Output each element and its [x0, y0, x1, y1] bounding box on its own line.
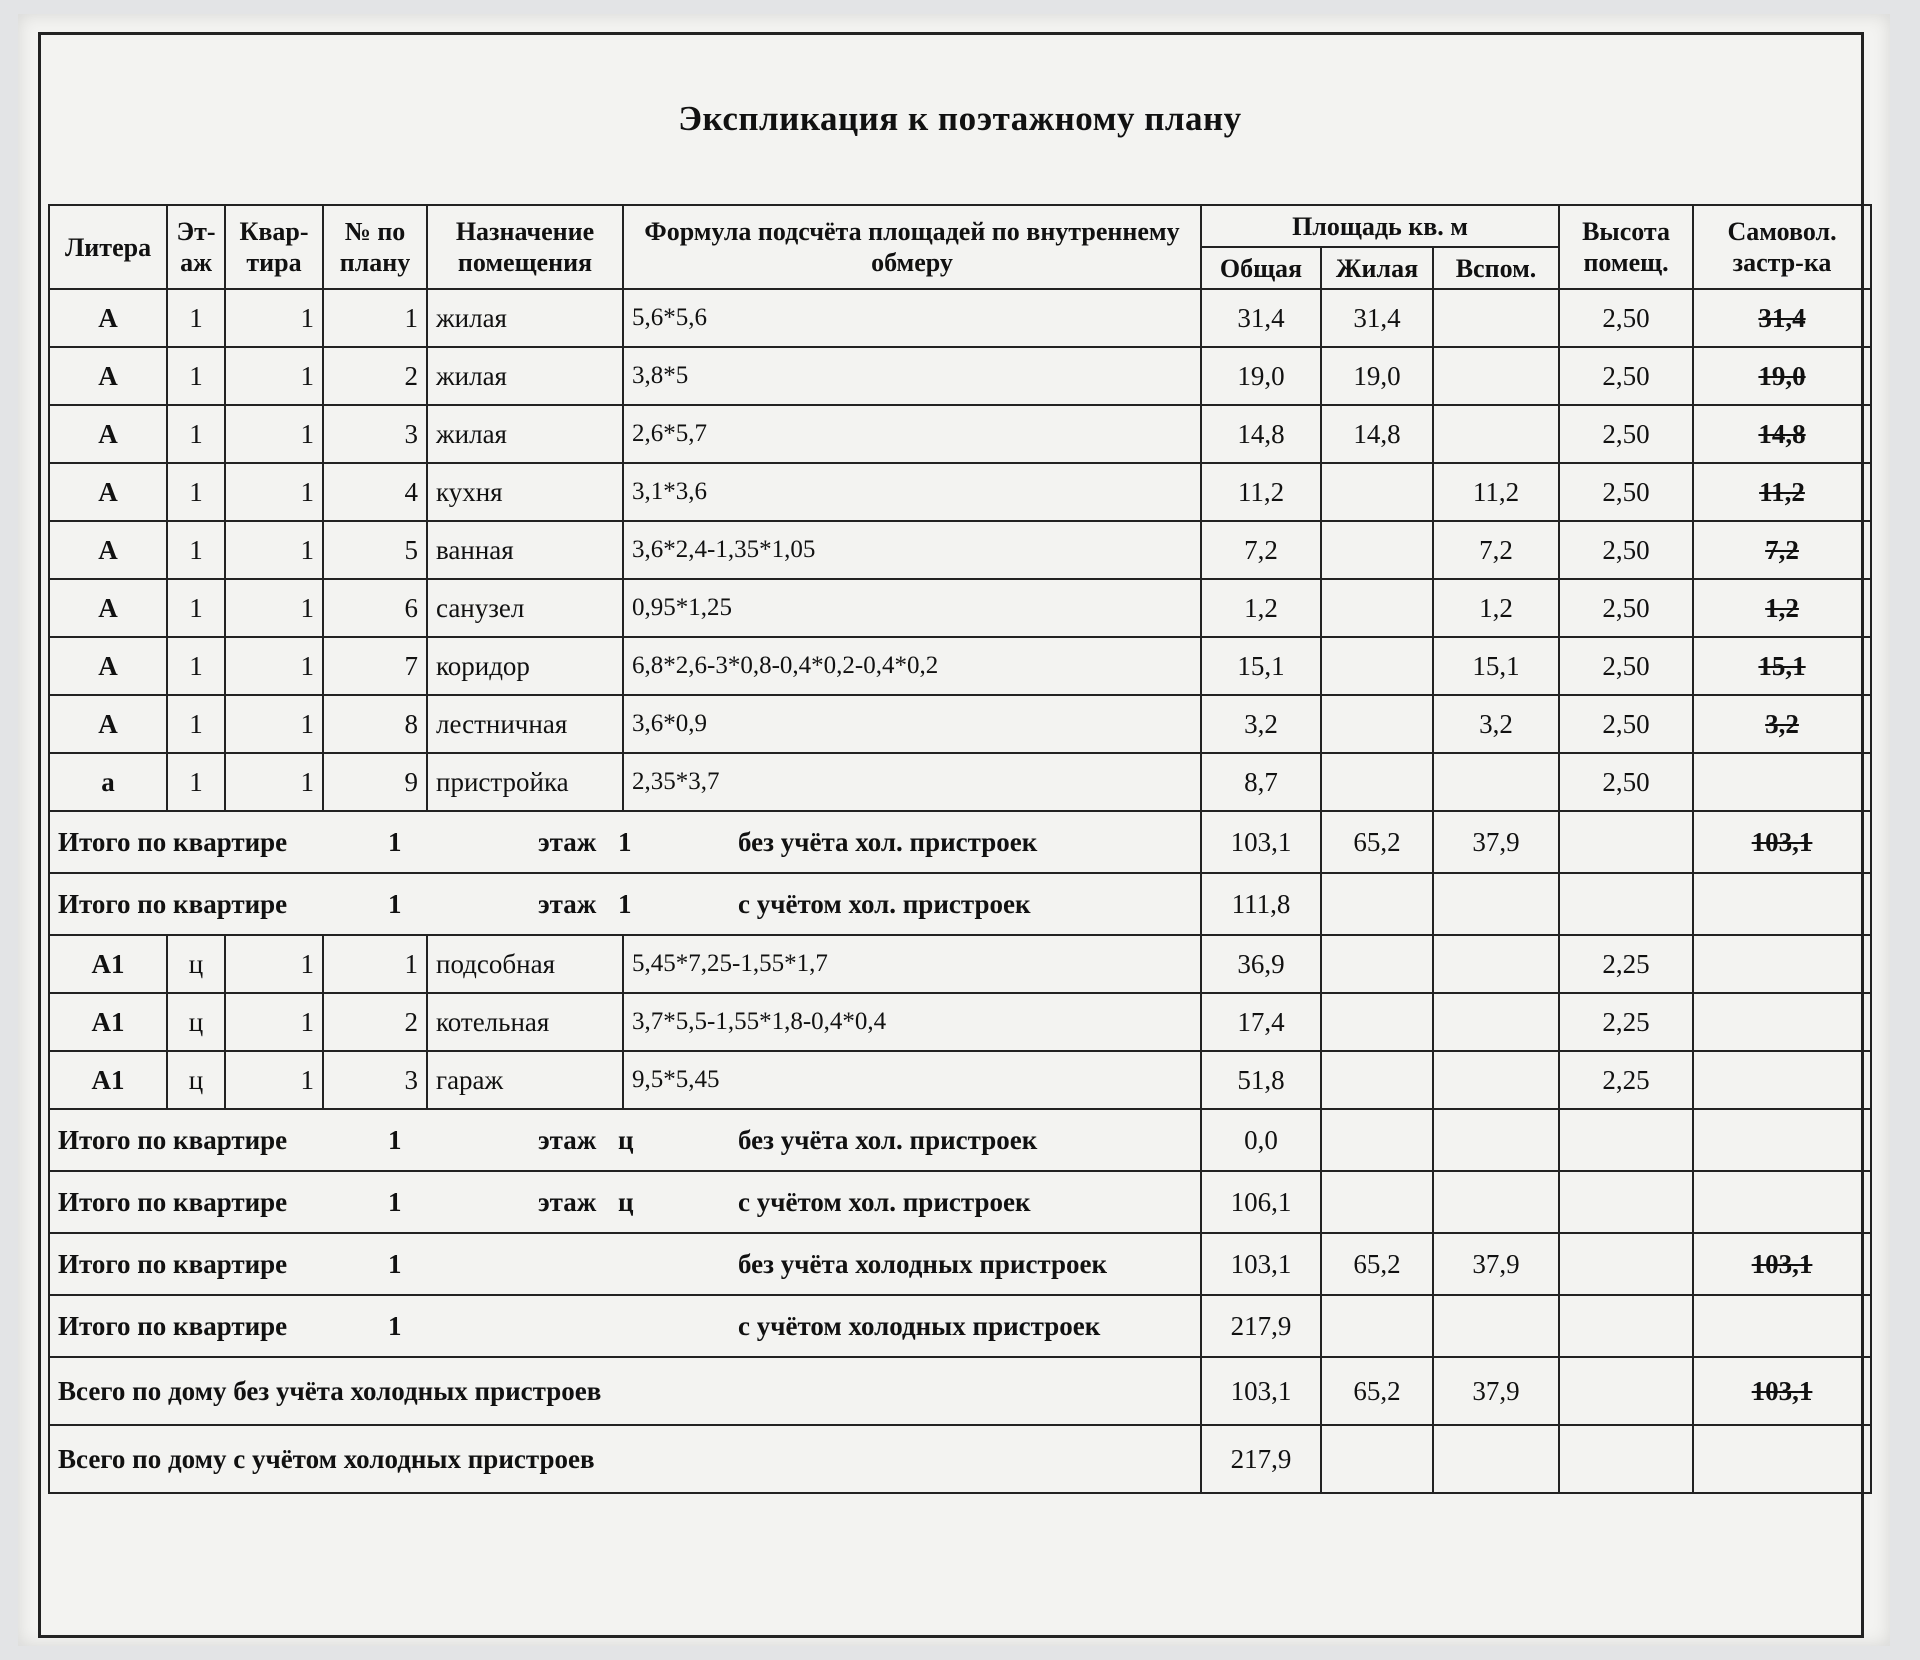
etazh-cell: 1: [167, 463, 225, 521]
house-total-living-cell: [1321, 1425, 1433, 1493]
area-aux-cell: 1,2: [1433, 579, 1559, 637]
table-row: [49, 579, 1871, 637]
area-aux-cell: [1433, 753, 1559, 811]
formula-cell: 2,35*3,7: [623, 753, 1201, 811]
formula-cell: 5,45*7,25-1,55*1,7: [623, 935, 1201, 993]
area-aux-cell: [1433, 347, 1559, 405]
total-row: [49, 811, 1871, 873]
litera-cell: А1: [49, 935, 167, 993]
total-floor-number: ц: [618, 1124, 634, 1155]
area-aux-cell: 15,1: [1433, 637, 1559, 695]
header-obshchaya: Общая: [1201, 247, 1321, 289]
total-floor-number: 1: [618, 826, 632, 857]
area-total-cell: 15,1: [1201, 637, 1321, 695]
total-unauthorized-cell: 103,1: [1693, 1233, 1871, 1295]
formula-cell: 3,6*2,4-1,35*1,05: [623, 521, 1201, 579]
area-living-cell: [1321, 521, 1433, 579]
total-area-cell: 106,1: [1201, 1171, 1321, 1233]
kvartira-cell: 1: [225, 289, 323, 347]
total-apartment-number: 1: [388, 1124, 402, 1155]
total-aux-cell: 37,9: [1433, 1233, 1559, 1295]
etazh-cell: 1: [167, 695, 225, 753]
total-apartment-number: 1: [388, 888, 402, 919]
table-row: [49, 347, 1871, 405]
total-living-cell: [1321, 1109, 1433, 1171]
total-area-cell: 111,8: [1201, 873, 1321, 935]
height-cell: 2,25: [1559, 993, 1693, 1051]
house-total-unauthorized-cell: [1693, 1425, 1871, 1493]
total-living-cell: [1321, 873, 1433, 935]
house-total-aux-cell: [1433, 1425, 1559, 1493]
kvartira-cell: 1: [225, 695, 323, 753]
area-aux-cell: [1433, 289, 1559, 347]
total-apartment-number: 1: [388, 826, 402, 857]
kvartira-cell: 1: [225, 637, 323, 695]
etazh-cell: 1: [167, 405, 225, 463]
total-area-cell: 0,0: [1201, 1109, 1321, 1171]
house-total-aux-cell: 37,9: [1433, 1357, 1559, 1425]
room-name-cell: кухня: [427, 463, 623, 521]
height-cell: 2,50: [1559, 695, 1693, 753]
table-row: [49, 289, 1871, 347]
unauthorized-area-cell: 31,4: [1693, 289, 1871, 347]
etazh-cell: 1: [167, 289, 225, 347]
formula-cell: 6,8*2,6-3*0,8-0,4*0,2-0,4*0,2: [623, 637, 1201, 695]
header-etazh: Эт-аж: [167, 205, 225, 289]
total-height-cell: [1559, 811, 1693, 873]
height-cell: 2,50: [1559, 289, 1693, 347]
house-total-row: [49, 1425, 1871, 1493]
header-vspom: Вспом.: [1433, 247, 1559, 289]
header-ploshchad: Площадь кв. м: [1201, 205, 1559, 247]
room-name-cell: пристройка: [427, 753, 623, 811]
total-height-cell: [1559, 1233, 1693, 1295]
total-unauthorized-cell: [1693, 873, 1871, 935]
house-total-height-cell: [1559, 1425, 1693, 1493]
area-total-cell: 1,2: [1201, 579, 1321, 637]
room-name-cell: жилая: [427, 405, 623, 463]
litera-cell: А1: [49, 993, 167, 1051]
litera-cell: а: [49, 753, 167, 811]
total-height-cell: [1559, 1295, 1693, 1357]
total-label-text: Итого по квартире: [58, 1248, 288, 1279]
area-living-cell: 14,8: [1321, 405, 1433, 463]
formula-cell: 2,6*5,7: [623, 405, 1201, 463]
total-unauthorized-cell: [1693, 1109, 1871, 1171]
total-unauthorized-cell: 103,1: [1693, 811, 1871, 873]
unauthorized-area-cell: [1693, 1051, 1871, 1109]
total-row: [49, 1109, 1871, 1171]
litera-cell: А: [49, 289, 167, 347]
header-naznachenie: Назначение помещения: [427, 205, 623, 289]
litera-cell: А: [49, 521, 167, 579]
etazh-cell: 1: [167, 579, 225, 637]
height-cell: 2,50: [1559, 637, 1693, 695]
total-label-text: Итого по квартире: [58, 1124, 288, 1155]
total-apartment-number: 1: [388, 1186, 402, 1217]
unauthorized-area-cell: [1693, 935, 1871, 993]
height-cell: 2,50: [1559, 405, 1693, 463]
total-aux-cell: [1433, 1171, 1559, 1233]
total-aux-cell: [1433, 1295, 1559, 1357]
total-area-cell: 103,1: [1201, 1233, 1321, 1295]
total-floor-number: 1: [618, 888, 632, 919]
kvartira-cell: 1: [225, 347, 323, 405]
area-living-cell: [1321, 579, 1433, 637]
header-kvartira: Квар-тира: [225, 205, 323, 289]
formula-cell: 3,6*0,9: [623, 695, 1201, 753]
total-row: [49, 1171, 1871, 1233]
total-living-cell: 65,2: [1321, 1233, 1433, 1295]
room-number-cell: 1: [323, 289, 427, 347]
formula-cell: 3,1*3,6: [623, 463, 1201, 521]
area-total-cell: 51,8: [1201, 1051, 1321, 1109]
area-total-cell: 31,4: [1201, 289, 1321, 347]
total-description: с учётом хол. пристроек: [738, 888, 1031, 919]
explication-table: [48, 204, 1872, 1494]
table-row: [49, 935, 1871, 993]
etazh-cell: ц: [167, 993, 225, 1051]
height-cell: 2,50: [1559, 463, 1693, 521]
header-litera: Литера: [49, 205, 167, 289]
area-living-cell: [1321, 695, 1433, 753]
litera-cell: А: [49, 695, 167, 753]
unauthorized-area-cell: 3,2: [1693, 695, 1871, 753]
room-number-cell: 1: [323, 935, 427, 993]
house-total-unauthorized-cell: 103,1: [1693, 1357, 1871, 1425]
total-label-cell: [49, 1109, 1201, 1171]
unauthorized-area-cell: 7,2: [1693, 521, 1871, 579]
table-header-row: [49, 205, 1871, 247]
house-total-label: Всего по дому с учётом холодных пристроев: [49, 1425, 1201, 1493]
formula-cell: 3,7*5,5-1,55*1,8-0,4*0,4: [623, 993, 1201, 1051]
room-name-cell: гараж: [427, 1051, 623, 1109]
total-aux-cell: 37,9: [1433, 811, 1559, 873]
room-number-cell: 7: [323, 637, 427, 695]
table-row: [49, 993, 1871, 1051]
room-number-cell: 2: [323, 347, 427, 405]
formula-cell: 9,5*5,45: [623, 1051, 1201, 1109]
room-number-cell: 6: [323, 579, 427, 637]
room-number-cell: 3: [323, 405, 427, 463]
header-samovol: Самовол. застр-ка: [1693, 205, 1871, 289]
header-formula: Формула подсчёта площадей по внутреннему обмеру: [623, 205, 1201, 289]
table-body: [49, 289, 1871, 1493]
area-living-cell: [1321, 463, 1433, 521]
total-aux-cell: [1433, 1109, 1559, 1171]
area-aux-cell: [1433, 993, 1559, 1051]
litera-cell: А: [49, 405, 167, 463]
room-name-cell: лестничная: [427, 695, 623, 753]
house-total-living-cell: 65,2: [1321, 1357, 1433, 1425]
kvartira-cell: 1: [225, 521, 323, 579]
total-floor-word: этаж: [538, 826, 597, 857]
litera-cell: А: [49, 463, 167, 521]
total-unauthorized-cell: [1693, 1171, 1871, 1233]
total-apartment-number: 1: [388, 1310, 402, 1341]
total-apartment-number: 1: [388, 1248, 402, 1279]
etazh-cell: ц: [167, 935, 225, 993]
etazh-cell: 1: [167, 521, 225, 579]
area-aux-cell: 3,2: [1433, 695, 1559, 753]
total-label-text: Итого по квартире: [58, 888, 288, 919]
unauthorized-area-cell: 1,2: [1693, 579, 1871, 637]
area-total-cell: 19,0: [1201, 347, 1321, 405]
header-no-po-planu: № по плану: [323, 205, 427, 289]
etazh-cell: 1: [167, 753, 225, 811]
total-label-text: Итого по квартире: [58, 826, 288, 857]
litera-cell: А: [49, 347, 167, 405]
room-number-cell: 4: [323, 463, 427, 521]
total-floor-word: этаж: [538, 1186, 597, 1217]
area-aux-cell: 11,2: [1433, 463, 1559, 521]
document-title: Экспликация к поэтажному плану: [678, 99, 1242, 138]
total-aux-cell: [1433, 873, 1559, 935]
room-number-cell: 9: [323, 753, 427, 811]
table-row: [49, 405, 1871, 463]
unauthorized-area-cell: [1693, 753, 1871, 811]
total-height-cell: [1559, 873, 1693, 935]
total-height-cell: [1559, 1171, 1693, 1233]
total-label-text: Итого по квартире: [58, 1186, 288, 1217]
total-row: [49, 873, 1871, 935]
total-floor-word: этаж: [538, 1124, 597, 1155]
kvartira-cell: 1: [225, 1051, 323, 1109]
total-living-cell: 65,2: [1321, 811, 1433, 873]
kvartira-cell: 1: [225, 579, 323, 637]
room-number-cell: 5: [323, 521, 427, 579]
unauthorized-area-cell: 19,0: [1693, 347, 1871, 405]
total-description: без учёта хол. пристроек: [738, 1124, 1038, 1155]
document-sheet: [18, 14, 1890, 1646]
unauthorized-area-cell: 11,2: [1693, 463, 1871, 521]
etazh-cell: 1: [167, 347, 225, 405]
total-unauthorized-cell: [1693, 1295, 1871, 1357]
unauthorized-area-cell: [1693, 993, 1871, 1051]
height-cell: 2,50: [1559, 579, 1693, 637]
formula-cell: 5,6*5,6: [623, 289, 1201, 347]
total-description: с учётом холодных пристроек: [738, 1310, 1101, 1341]
area-living-cell: [1321, 993, 1433, 1051]
area-living-cell: 19,0: [1321, 347, 1433, 405]
table-row: [49, 463, 1871, 521]
area-total-cell: 14,8: [1201, 405, 1321, 463]
area-living-cell: 31,4: [1321, 289, 1433, 347]
total-label-cell: [49, 1295, 1201, 1357]
room-number-cell: 2: [323, 993, 427, 1051]
room-name-cell: жилая: [427, 289, 623, 347]
etazh-cell: ц: [167, 1051, 225, 1109]
room-number-cell: 8: [323, 695, 427, 753]
house-total-height-cell: [1559, 1357, 1693, 1425]
area-aux-cell: 7,2: [1433, 521, 1559, 579]
house-total-area-cell: 217,9: [1201, 1425, 1321, 1493]
formula-cell: 3,8*5: [623, 347, 1201, 405]
kvartira-cell: 1: [225, 405, 323, 463]
room-name-cell: подсобная: [427, 935, 623, 993]
area-aux-cell: [1433, 405, 1559, 463]
height-cell: 2,50: [1559, 521, 1693, 579]
area-living-cell: [1321, 935, 1433, 993]
total-living-cell: [1321, 1171, 1433, 1233]
kvartira-cell: 1: [225, 463, 323, 521]
area-living-cell: [1321, 753, 1433, 811]
room-name-cell: коридор: [427, 637, 623, 695]
area-total-cell: 7,2: [1201, 521, 1321, 579]
table-row: [49, 637, 1871, 695]
total-living-cell: [1321, 1295, 1433, 1357]
house-total-area-cell: 103,1: [1201, 1357, 1321, 1425]
area-total-cell: 36,9: [1201, 935, 1321, 993]
height-cell: 2,50: [1559, 753, 1693, 811]
total-label-cell: [49, 1171, 1201, 1233]
room-name-cell: санузел: [427, 579, 623, 637]
kvartira-cell: 1: [225, 935, 323, 993]
room-name-cell: ванная: [427, 521, 623, 579]
total-description: с учётом хол. пристроек: [738, 1186, 1031, 1217]
area-living-cell: [1321, 637, 1433, 695]
litera-cell: А1: [49, 1051, 167, 1109]
total-row: [49, 1295, 1871, 1357]
room-name-cell: жилая: [427, 347, 623, 405]
litera-cell: А: [49, 579, 167, 637]
header-vysota: Высота помещ.: [1559, 205, 1693, 289]
area-aux-cell: [1433, 1051, 1559, 1109]
kvartira-cell: 1: [225, 753, 323, 811]
area-living-cell: [1321, 1051, 1433, 1109]
house-total-row: [49, 1357, 1871, 1425]
total-label-text: Итого по квартире: [58, 1310, 288, 1341]
kvartira-cell: 1: [225, 993, 323, 1051]
area-total-cell: 3,2: [1201, 695, 1321, 753]
height-cell: 2,50: [1559, 347, 1693, 405]
area-total-cell: 17,4: [1201, 993, 1321, 1051]
area-total-cell: 11,2: [1201, 463, 1321, 521]
room-number-cell: 3: [323, 1051, 427, 1109]
total-floor-word: этаж: [538, 888, 597, 919]
table-row: [49, 521, 1871, 579]
header-zhilaya: Жилая: [1321, 247, 1433, 289]
total-row: [49, 1233, 1871, 1295]
total-area-cell: 103,1: [1201, 811, 1321, 873]
etazh-cell: 1: [167, 637, 225, 695]
total-label-cell: [49, 811, 1201, 873]
unauthorized-area-cell: 15,1: [1693, 637, 1871, 695]
house-total-label: Всего по дому без учёта холодных пристроев: [49, 1357, 1201, 1425]
total-description: без учёта хол. пристроек: [738, 826, 1038, 857]
total-description: без учёта холодных пристроек: [738, 1248, 1108, 1279]
table-row: [49, 1051, 1871, 1109]
litera-cell: А: [49, 637, 167, 695]
unauthorized-area-cell: 14,8: [1693, 405, 1871, 463]
total-label-cell: [49, 873, 1201, 935]
room-name-cell: котельная: [427, 993, 623, 1051]
total-label-cell: [49, 1233, 1201, 1295]
height-cell: 2,25: [1559, 935, 1693, 993]
total-area-cell: 217,9: [1201, 1295, 1321, 1357]
total-height-cell: [1559, 1109, 1693, 1171]
area-total-cell: 8,7: [1201, 753, 1321, 811]
table-row: [49, 695, 1871, 753]
area-aux-cell: [1433, 935, 1559, 993]
total-floor-number: ц: [618, 1186, 634, 1217]
table-row: [49, 753, 1871, 811]
height-cell: 2,25: [1559, 1051, 1693, 1109]
formula-cell: 0,95*1,25: [623, 579, 1201, 637]
